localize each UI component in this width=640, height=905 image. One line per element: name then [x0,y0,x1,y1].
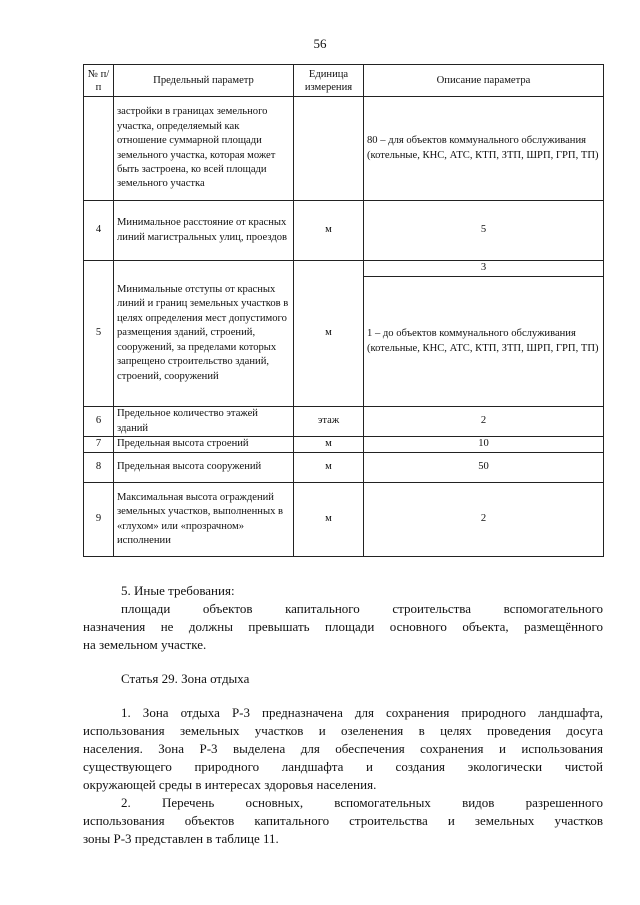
table-row [84,407,604,437]
other-requirements [83,582,603,654]
table-row [84,437,604,453]
page-number: 56 [313,36,327,51]
row-unit: м [294,483,364,557]
row-desc: 10 [364,437,604,453]
table-row [84,453,604,483]
table-row [84,97,604,201]
row-unit: м [294,453,364,483]
row-desc: 2 [364,407,604,437]
row-desc: 50 [364,453,604,483]
text-line: зоны Р-3 представлен в таблице 11. [83,831,279,846]
row-param: Предельная высота строений [114,437,294,453]
other-heading: 5. Иные требования: [121,583,235,598]
row-unit: м [294,261,364,407]
header-unit: Единица измерения [294,65,364,97]
article-heading: Статья 29. Зона отдыха [121,671,250,686]
text-line: населения. Зона Р-3 выделена для обеспечения сохранения и использования [83,741,603,756]
row-param: застройки в границах земельного участка, определяемый как отношение суммарной площади земельного участка, которая может быть застроена, ко всей площади земельного участка [114,97,294,201]
text-line: использования объектов капитального строительства и земельных участков [83,813,603,828]
row-num: 6 [84,407,114,437]
paragraph-2 [83,794,603,848]
text-line: назначения не должны превышать площади основного объекта, размещённого [83,619,603,634]
paragraph-1 [83,704,603,794]
table-row [84,201,604,261]
row-num: 7 [84,437,114,453]
text-line: окружающей среды в интересах здоровья населения. [83,777,377,792]
row-param: Минимальные отступы от красных линий и границ земельных участков в целях определения мест допустимого размещения зданий, строений, сооружений, за пределами которых запрещено строительство зданий, строений, сооружений [114,261,294,407]
row-desc: 2 [364,483,604,557]
row-param: Предельная высота сооружений [114,453,294,483]
article-title [83,670,603,688]
row-unit: м [294,201,364,261]
row-unit [294,97,364,201]
table-header-row [84,65,604,97]
row-param: Предельное количество этажей зданий [114,407,294,437]
row-num: 4 [84,201,114,261]
table-row [84,483,604,557]
parameters-table [83,64,604,557]
row-desc: 5 [364,201,604,261]
text-line: на земельном участке. [83,637,207,652]
header-num: № п/п [84,65,114,97]
row-num: 9 [84,483,114,557]
row-desc: 80 – для объектов коммунального обслуживания (котельные, КНС, АТС, КТП, ЗТП, ШРП, ГРП, ТП) [364,97,604,201]
text-line: существующего природного ландшафта и создания экологически чистой [83,759,603,774]
text-line: площади объектов капитального строительства вспомогательного [121,601,603,616]
table-row [84,261,604,277]
row-unit: м [294,437,364,453]
header-param: Предельный параметр [114,65,294,97]
text-line: 2. Перечень основных, вспомогательных видов разрешенного [121,795,603,810]
row-desc-secondary: 1 – до объектов коммунального обслуживания (котельные, КНС, АТС, КТП, ЗТП, ШРП, ГРП, ТП) [364,277,604,407]
header-desc: Описание параметра [364,65,604,97]
row-num: 5 [84,261,114,407]
row-param: Максимальная высота ограждений земельных участков, выполненных в «глухом» или «прозрачном» исполнении [114,483,294,557]
text-line: 1. Зона отдыха Р-3 предназначена для сохранения природного ландшафта, [121,705,603,720]
row-param: Минимальное расстояние от красных линий магистральных улиц, проездов [114,201,294,261]
row-num [84,97,114,201]
text-line: использования земельных участков и озеленения в целях проведения досуга [83,723,603,738]
row-num: 8 [84,453,114,483]
row-unit: этаж [294,407,364,437]
row-desc: 3 [364,261,604,277]
